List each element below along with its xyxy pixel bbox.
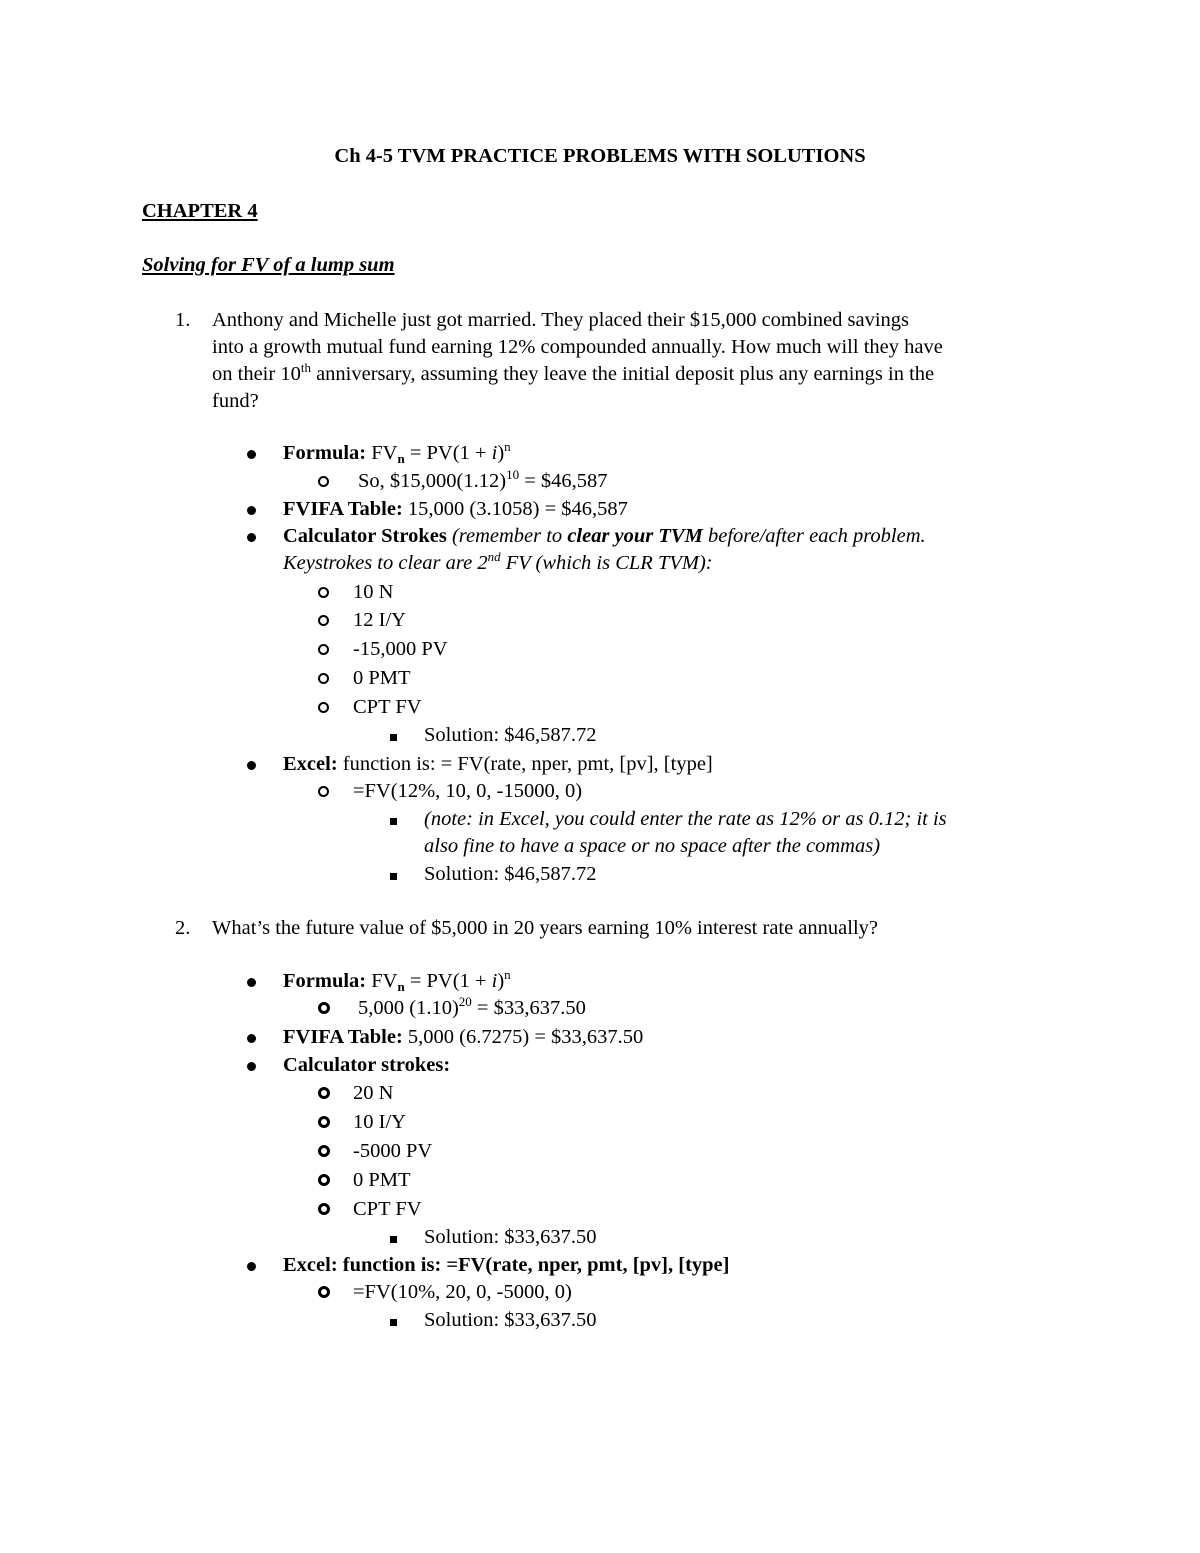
circle-bullet-icon [318,994,330,1022]
bullet-icon [247,1023,256,1051]
circle-bullet-icon [318,606,329,634]
problem-1-text-line2: into a growth mutual fund earning 12% compounded annually. How much will they have [212,336,943,358]
circle-bullet-icon [318,664,329,692]
chapter-heading: CHAPTER 4 [142,200,258,222]
circle-bullet-icon [318,467,329,495]
page-title: Ch 4-5 TVM PRACTICE PROBLEMS WITH SOLUTIONS [334,145,866,167]
problem-1-text-line4: fund? [212,390,259,412]
p1-formula: Formula: FVn = $PV(1 + i)^n$ [283,439,511,466]
p1-stroke: CPT FV [353,696,422,718]
problem-1-text-line1: Anthony and Michelle just got married. They placed their $15,000 combined savings [212,309,910,331]
circle-bullet-icon [318,1195,330,1223]
problem-2-text: What’s the future value of $5,000 in 20 years earning 10% interest rate annually? [212,917,879,939]
bullet-icon [247,1251,256,1279]
problem-1-text-line3: on their 10th anniversary, assuming they leave the initial deposit plus any earnings in the [212,360,935,385]
problem-1-number: 1. [175,309,191,331]
circle-bullet-icon [318,693,329,721]
square-bullet-icon [390,1223,397,1251]
bullet-icon [247,522,256,550]
p2-solution-calculator: Solution: $33,637.50 [424,1226,597,1248]
circle-bullet-icon [318,635,329,663]
p2-excel: Excel: function is: =FV(rate, nper, pmt, [pv], [type] [283,1254,730,1276]
circle-bullet-icon [318,1108,330,1136]
p1-excel-note-line2: also fine to have a space or no space after the commas) [424,835,881,857]
p2-calculator-heading: Calculator strokes: [283,1054,451,1076]
square-bullet-icon [390,805,397,833]
p2-stroke: CPT FV [353,1198,422,1220]
square-bullet-icon [390,860,397,888]
p1-excel-formula: =FV(12%, 10, 0, -15000, 0) [353,780,583,802]
circle-bullet-icon [318,1278,330,1306]
bullet-icon [247,439,256,467]
p2-formula-calc: 5,000 $(1.10)^{20}$ = $33,637.50 [358,994,586,1019]
p2-stroke: -5000 PV [353,1140,433,1162]
bullet-icon [247,967,256,995]
circle-bullet-icon [318,1166,330,1194]
p2-solution-excel: Solution: $33,637.50 [424,1309,597,1331]
p1-excel: Excel: function is: = FV(rate, nper, pmt, [pv], [type] [283,753,713,775]
bullet-icon [247,1051,256,1079]
bullet-icon [247,750,256,778]
p1-solution-calculator: Solution: $46,587.72 [424,724,597,746]
p2-stroke: 10 I/Y [353,1111,406,1133]
p2-stroke: 20 N [353,1082,394,1104]
p1-stroke: -15,000 PV [353,638,448,660]
circle-bullet-icon [318,578,329,606]
square-bullet-icon [390,1306,397,1334]
p1-calculator-clear-note: Keystrokes to clear are 2nd FV (which is CLR TVM): [283,549,713,574]
p2-table: FVIFA Table: 5,000 (6.7275) = $33,637.50 [283,1026,644,1048]
p1-stroke: 12 I/Y [353,609,406,631]
circle-bullet-icon [318,1079,330,1107]
circle-bullet-icon [318,1137,330,1165]
p1-calculator-heading: Calculator Strokes (remember to clear your TVM before/after each problem. [283,525,926,547]
p1-stroke: 10 N [353,581,394,603]
p2-stroke: 0 PMT [353,1169,411,1191]
p1-excel-note-line1: (note: in Excel, you could enter the rate as 12% or as 0.12; it is [424,808,947,830]
square-bullet-icon [390,721,397,749]
section-heading: Solving for FV of a lump sum [142,254,395,276]
p1-stroke: 0 PMT [353,667,411,689]
circle-bullet-icon [318,777,329,805]
p1-table: FVIFA Table: 15,000 (3.1058) = $46,587 [283,498,628,520]
p2-excel-formula: =FV(10%, 20, 0, -5000, 0) [353,1281,572,1303]
p2-formula: Formula: FVn = $PV(1 + i)^n$ [283,967,511,994]
bullet-icon [247,495,256,523]
problem-2-number: 2. [175,917,191,939]
p1-formula-calc: So, $\$15,000(1.12)^{10}$ = $46,587 [358,467,608,492]
p1-solution-excel: Solution: $46,587.72 [424,863,597,885]
